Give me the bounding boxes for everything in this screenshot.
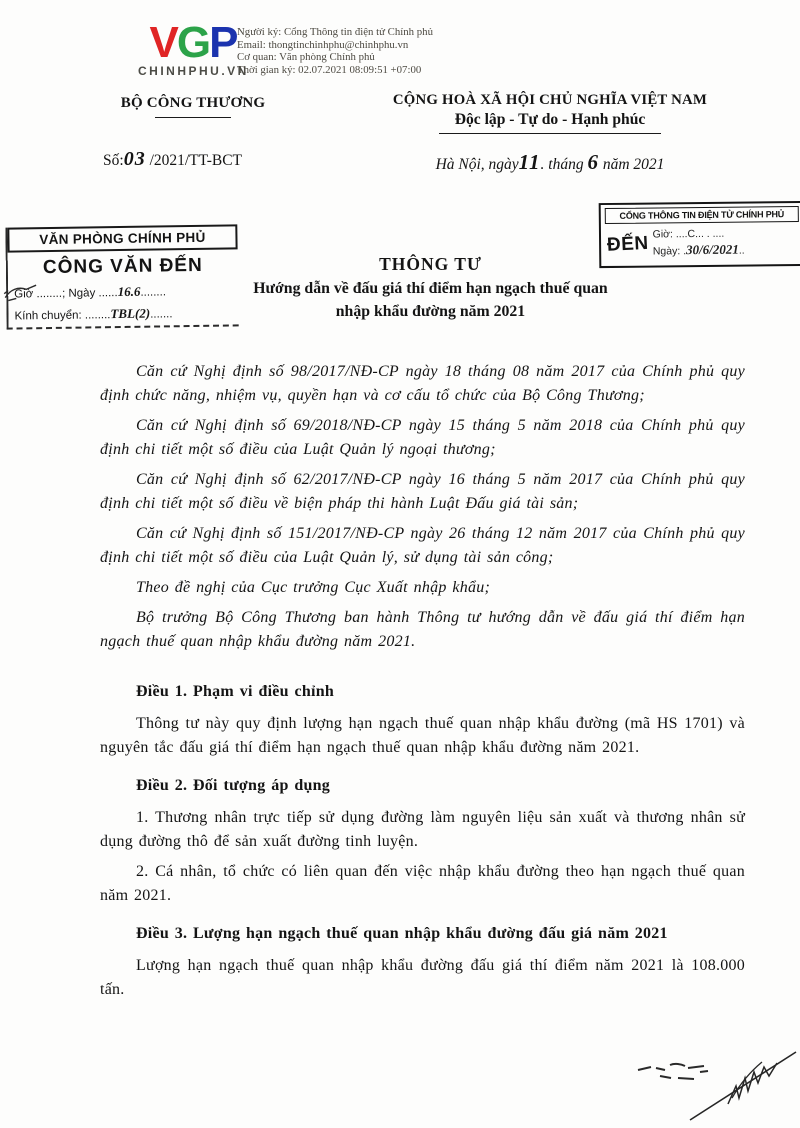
portal-date-dots-after: ..: [738, 244, 745, 257]
article-2-paragraph: 1. Thương nhân trực tiếp sử dụng đường làm nguyên liệu sản xuất và thương nhân sử dụng đường thô để sản xuất đường tinh luyện.: [100, 809, 745, 850]
date-day-handwritten: 11: [518, 150, 541, 174]
incoming-date-handwritten: 16.6: [117, 283, 141, 300]
document-title-line1: Hướng dẫn về đấu giá thí điểm hạn ngạch thuế quan: [253, 280, 608, 297]
vgp-letter-g: G: [176, 18, 210, 67]
incoming-time-dots: ........;: [33, 287, 69, 301]
esign-signer: Người ký: Cổng Thông tin điện tử Chính phủ: [237, 26, 433, 38]
esign-agency: Cơ quan: Văn phòng Chính phủ: [237, 51, 375, 64]
national-title: CỘNG HOÀ XÃ HỘI CHỦ NGHĨA VIỆT NAM: [392, 92, 708, 108]
articles: [100, 680, 745, 1002]
article-3: [100, 922, 745, 1002]
incoming-time-label: Giờ: [14, 288, 34, 301]
document-title-line2: nhập khẩu đường năm 2021: [335, 303, 526, 320]
document-body: [100, 360, 745, 1008]
document-title-block: [168, 254, 693, 323]
forward-dots-before: ........: [81, 309, 111, 322]
vgp-letter-p: P: [209, 18, 237, 67]
esign-timestamp: Thời gian ký: 02.07.2021 08:09:51 +07:00: [237, 63, 422, 76]
article-1-paragraph: Thông tư này quy định lượng hạn ngạch thuế quan nhập khẩu đường (mã HS 1701) và nguyên tắc đấu giá thí điểm hạn ngạch thuế quan nhập khẩu đường năm 2021.: [100, 715, 745, 756]
document-number-handwritten: 03: [123, 148, 146, 170]
esign-email: Email: thongtinchinhphu@chinhphu.vn: [237, 38, 409, 51]
issuing-agency-name: BỘ CÔNG THƯƠNG: [120, 95, 266, 111]
signature-scribble: [630, 1032, 800, 1127]
document-type: THÔNG TƯ: [379, 254, 482, 274]
portal-date-label: Ngày:: [652, 245, 681, 258]
article-2-paragraph: 2. Cá nhân, tổ chức có liên quan đến việc nhập khẩu đường theo hạn ngạch thuế quan năm 2021.: [100, 863, 745, 904]
preamble-paragraph: Căn cứ Nghị định số 69/2018/NĐ-CP ngày 15 tháng 5 năm 2018 của Chính phủ quy định chi tiết một số điều của Luật Quản lý ngoại thương;: [100, 417, 745, 458]
esign-metadata: [237, 26, 497, 76]
document-number-suffix: /2021/TT-BCT: [145, 152, 242, 169]
incoming-stamp-title: CÔNG VĂN ĐẾN: [42, 254, 203, 279]
forward-handwritten: TBL(2): [110, 305, 151, 322]
forward-dots-after: .......: [150, 308, 173, 321]
article-2: [100, 774, 745, 908]
preamble-paragraph: Căn cứ Nghị định số 62/2017/NĐ-CP ngày 16 tháng 5 năm 2017 của Chính phủ quy định chi tiết một số điều về biện pháp thi hành Luật Đấu giá tài sản;: [100, 471, 745, 512]
date-mid: . tháng: [540, 156, 584, 173]
article-1: [100, 680, 745, 760]
national-motto: [355, 92, 745, 134]
preamble-paragraph: Căn cứ Nghị định số 151/2017/NĐ-CP ngày 26 tháng 12 năm 2017 của Chính phủ quy định chi tiết một số điều của Luật Quản lý, sử dụng tài sản công;: [100, 525, 745, 566]
document-number: [103, 148, 242, 171]
stamp-scribble: [2, 279, 48, 306]
issuing-agency-rule: [155, 117, 231, 118]
article-3-heading: Điều 3. Lượng hạn ngạch thuế quan nhập khẩu đường đấu giá năm 2021: [136, 925, 668, 942]
date-month-handwritten: 6: [587, 150, 599, 174]
portal-stamp-header: CỔNG THÔNG TIN ĐIỆN TỬ CHÍNH PHỦ: [605, 206, 799, 224]
vgp-logo-subtitle: CHINHPHU.VN: [138, 64, 249, 78]
forward-label: Kính chuyển:: [14, 309, 82, 323]
article-3-paragraph: Lượng hạn ngạch thuế quan nhập khẩu đường đấu giá thí điểm năm 2021 là 108.000 tấn.: [100, 957, 745, 998]
national-subtitle: Độc lập - Tự do - Hạnh phúc: [454, 111, 646, 128]
portal-stamp-time-line: [653, 227, 745, 243]
portal-date-dots-before: .: [683, 245, 687, 258]
date-prefix: Hà Nội, ngày: [435, 156, 519, 173]
portal-date-handwritten: 30/6/2021: [685, 241, 739, 258]
date-suffix: năm 2021: [598, 156, 665, 173]
incoming-date-dots-before: ......: [95, 287, 118, 300]
preamble-paragraph: Bộ trưởng Bộ Công Thương ban hành Thông tư hướng dẫn về đấu giá thí điểm hạn ngạch thuế quan nhập khẩu đường năm 2021.: [100, 609, 745, 650]
preamble: [100, 360, 745, 654]
portal-stamp-den: ĐẾN: [606, 232, 650, 256]
preamble-paragraph: Căn cứ Nghị định số 98/2017/NĐ-CP ngày 18 tháng 08 năm 2017 của Chính phủ quy định chức năng, nhiệm vụ, quyền hạn và cơ cấu tổ chức của Bộ Công Thương;: [100, 363, 745, 404]
portal-time-label: Giờ:: [652, 228, 673, 241]
vgp-logo: [138, 18, 249, 78]
national-rule: [439, 133, 661, 134]
incoming-date-dots-after: ........: [140, 286, 167, 299]
document-number-label: Số:: [103, 152, 124, 169]
vgp-letter-v: V: [149, 18, 177, 67]
incoming-date-label: Ngày: [68, 287, 96, 300]
preamble-paragraph: Theo đề nghị của Cục trưởng Cục Xuất nhập khẩu;: [136, 579, 491, 596]
issuing-agency: [98, 95, 288, 118]
article-2-heading: Điều 2. Đối tượng áp dụng: [136, 777, 331, 794]
incoming-stamp-office: VĂN PHÒNG CHÍNH PHỦ: [7, 224, 237, 252]
vgp-logo-letters: [138, 18, 248, 67]
place-and-date: [355, 150, 745, 175]
portal-time-value: ....C... . ....: [675, 227, 725, 241]
article-1-heading: Điều 1. Phạm vi điều chỉnh: [136, 683, 335, 700]
